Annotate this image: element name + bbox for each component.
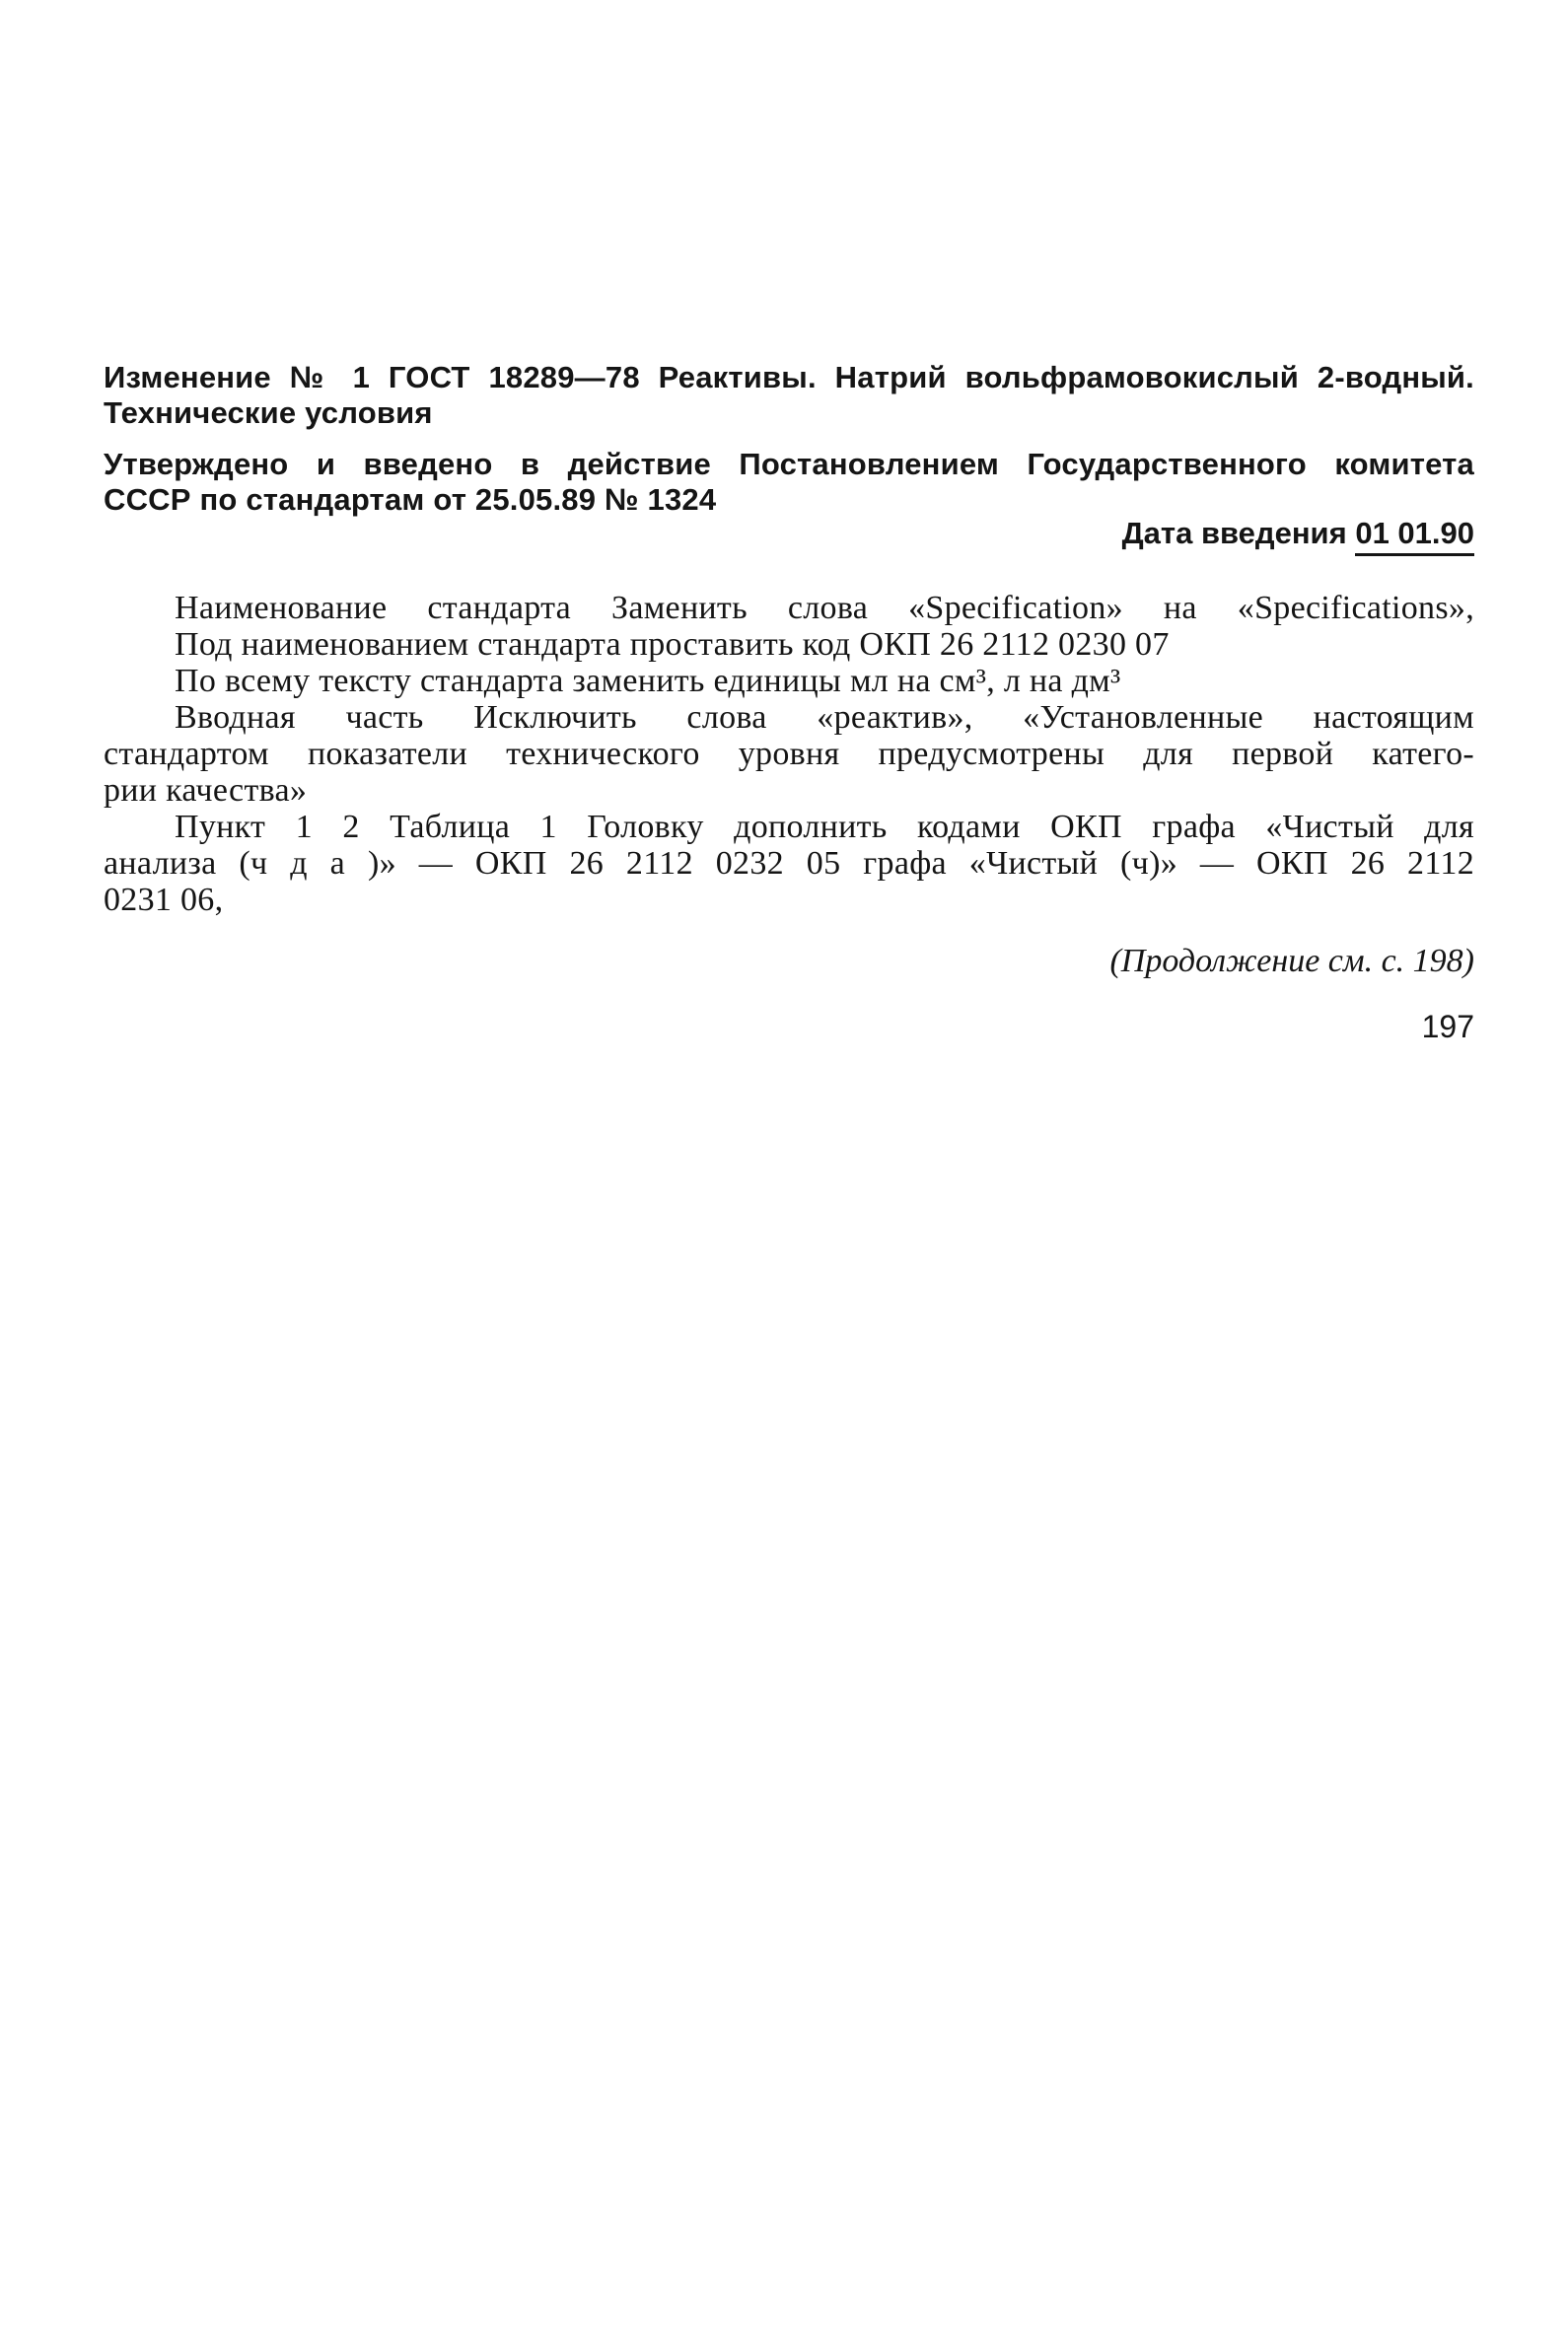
body-line: 0231 06, [104, 882, 224, 918]
amendment-title [104, 360, 1474, 431]
body-line: рии качества» [104, 772, 308, 809]
title-line: Изменение № 1 ГОСТ 18289—78 Реактивы. Натрий вольфрамовокислый 2-водный. [104, 360, 1474, 394]
amendment-body [104, 590, 1474, 918]
body-line: Наименование стандарта Заменить слова «Specification» на «Specifications», [175, 590, 1474, 626]
introduction-date-label: Дата введения [1121, 516, 1347, 550]
body-line: анализа (ч д а )» — ОКП 26 2112 0232 05 графа «Чистый (ч)» — ОКП 26 2112 [104, 845, 1474, 882]
introduction-date-value: 01 01.90 [1355, 516, 1474, 556]
body-line: Вводная часть Исключить слова «реактив», «Установленные настоящим [175, 699, 1474, 736]
continuation-note: (Продолжение см. с. 198) [1109, 943, 1474, 979]
approval-statement [104, 447, 1474, 518]
body-line: Под наименованием стандарта проставить код ОКП 26 2112 0230 07 [175, 626, 1170, 663]
page-number: 197 [1421, 1009, 1474, 1044]
title-line: Технические условия [104, 395, 433, 430]
approval-line: Утверждено и введено в действие Постановлением Государственного комитета [104, 447, 1474, 481]
body-line: По всему тексту стандарта заменить единицы мл на см³, л на дм³ [175, 663, 1121, 699]
introduction-date [1122, 516, 1474, 556]
body-line: Пункт 1 2 Таблица 1 Головку дополнить кодами ОКП графа «Чистый для [175, 809, 1474, 845]
approval-line: СССР по стандартам от 25.05.89 № 1324 [104, 482, 717, 517]
body-line: стандартом показатели технического уровня предусмотрены для первой катего- [104, 736, 1474, 772]
